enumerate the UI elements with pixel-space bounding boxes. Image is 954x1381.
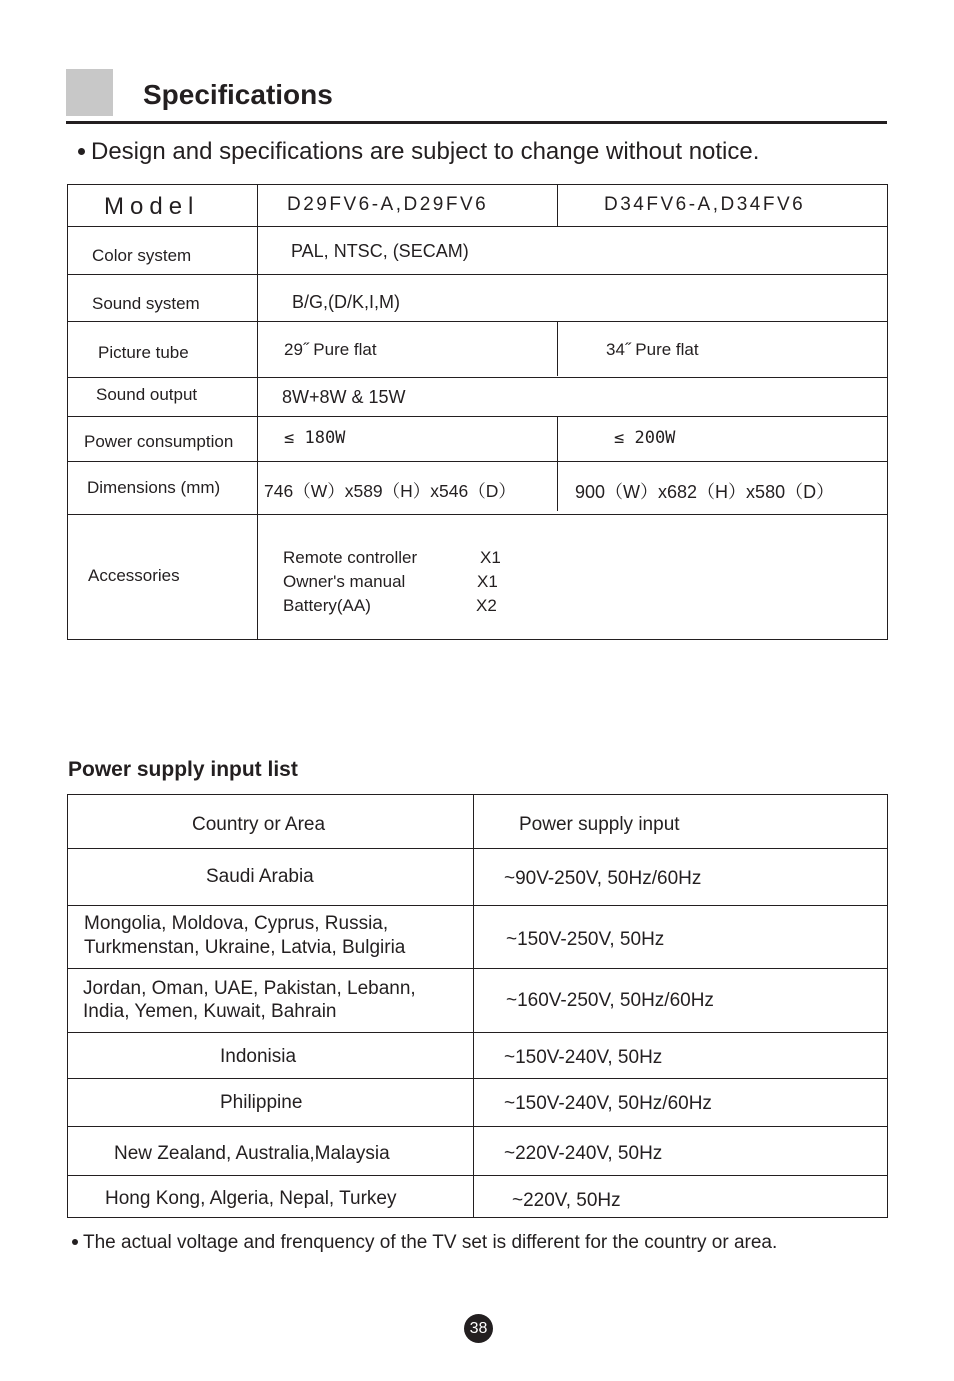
accessory-qty: X2 xyxy=(476,596,497,615)
dimensions-value-29: 746（W）x589（H）x546（D） xyxy=(264,481,516,501)
area-cell: Philippine xyxy=(220,1092,303,1113)
table-rule xyxy=(557,461,558,511)
table-rule xyxy=(67,1032,888,1033)
page-number: 38 xyxy=(464,1314,493,1343)
input-cell: ~90V-250V, 50Hz/60Hz xyxy=(504,868,702,889)
table-rule xyxy=(67,416,888,417)
input-cell: ~220V-240V, 50Hz xyxy=(504,1143,663,1164)
bottom-note xyxy=(72,1231,777,1255)
table-rule xyxy=(67,377,888,378)
accessory-qty: X1 xyxy=(480,548,501,567)
top-note xyxy=(78,137,759,167)
table-rule xyxy=(67,514,888,515)
power-consumption-value-34: ≤ 200W xyxy=(614,428,676,448)
model-label: Model xyxy=(104,193,200,220)
area-cell: Saudi Arabia xyxy=(206,866,314,887)
accessory-qty: X1 xyxy=(477,572,498,591)
table-rule xyxy=(887,794,888,1218)
header-decoration-block xyxy=(66,69,113,116)
table-rule xyxy=(67,461,888,462)
top-note-text: Design and specifications are subject to change without notice. xyxy=(91,138,760,165)
power-consumption-value-29: ≤ 180W xyxy=(284,428,346,448)
input-cell: ~160V-250V, 50Hz/60Hz xyxy=(506,990,714,1011)
dimensions-value-34: 900（W）x682（H）x580（D） xyxy=(575,482,835,502)
table-rule xyxy=(887,184,888,640)
table-rule xyxy=(557,321,558,376)
sound-output-label: Sound output xyxy=(96,385,198,404)
table-rule xyxy=(67,184,68,640)
column-header-area: Country or Area xyxy=(192,814,326,835)
area-cell: Jordan, Oman, UAE, Pakistan, Lebann, xyxy=(83,978,416,999)
bottom-note-text: The actual voltage and frenquency of the TV set is different for the country or area. xyxy=(83,1232,778,1253)
color-system-label: Color system xyxy=(92,246,192,265)
model-value-34: D34FV6-A,D34FV6 xyxy=(604,194,806,215)
area-cell: Hong Kong, Algeria, Nepal, Turkey xyxy=(105,1188,397,1209)
sound-system-label: Sound system xyxy=(92,294,200,313)
color-system-value: PAL, NTSC, (SECAM) xyxy=(291,241,469,261)
table-rule xyxy=(67,794,68,1218)
table-rule xyxy=(67,1217,888,1218)
picture-tube-value-34: 34˝ Pure flat xyxy=(606,340,699,359)
bullet-icon xyxy=(78,148,85,155)
page-title: Specifications xyxy=(143,79,333,110)
table-rule xyxy=(557,184,558,226)
table-rule xyxy=(67,274,888,275)
table-rule xyxy=(67,1078,888,1079)
bullet-icon xyxy=(72,1239,78,1245)
table-rule xyxy=(67,321,888,322)
area-cell: Turkmenstan, Ukraine, Latvia, Bulgiria xyxy=(84,937,406,958)
table-rule xyxy=(67,794,888,795)
picture-tube-value-29: 29˝ Pure flat xyxy=(284,340,377,359)
input-cell: ~220V, 50Hz xyxy=(512,1190,621,1211)
model-value-29: D29FV6-A,D29FV6 xyxy=(287,194,489,215)
input-cell: ~150V-240V, 50Hz/60Hz xyxy=(504,1093,712,1114)
column-header-input: Power supply input xyxy=(519,814,680,835)
header-rule xyxy=(66,121,887,124)
table-rule xyxy=(67,639,888,640)
power-supply-title: Power supply input list xyxy=(68,758,298,781)
sound-system-value: B/G,(D/K,I,M) xyxy=(292,292,400,312)
area-cell: Indonisia xyxy=(220,1046,297,1067)
area-cell: New Zealand, Australia,Malaysia xyxy=(114,1143,390,1164)
table-rule xyxy=(473,794,474,1218)
table-rule xyxy=(67,184,888,185)
accessory-name: Owner's manual xyxy=(283,572,406,591)
table-rule xyxy=(67,1175,888,1176)
table-rule xyxy=(67,226,888,227)
sound-output-value: 8W+8W & 15W xyxy=(282,387,406,407)
table-rule xyxy=(67,968,888,969)
accessory-name: Remote controller xyxy=(283,548,418,567)
input-cell: ~150V-240V, 50Hz xyxy=(504,1047,663,1068)
picture-tube-label: Picture tube xyxy=(98,343,189,362)
table-rule xyxy=(67,1126,888,1127)
power-consumption-label: Power consumption xyxy=(84,432,234,451)
table-rule xyxy=(257,184,258,640)
input-cell: ~150V-250V, 50Hz xyxy=(506,929,665,950)
area-cell: Mongolia, Moldova, Cyprus, Russia, xyxy=(84,913,389,934)
table-rule xyxy=(557,416,558,461)
dimensions-label: Dimensions (mm) xyxy=(87,478,221,497)
table-rule xyxy=(67,905,888,906)
accessories-label: Accessories xyxy=(88,566,180,585)
table-rule xyxy=(67,848,888,849)
area-cell: India, Yemen, Kuwait, Bahrain xyxy=(83,1001,337,1022)
accessory-name: Battery(AA) xyxy=(283,596,371,615)
